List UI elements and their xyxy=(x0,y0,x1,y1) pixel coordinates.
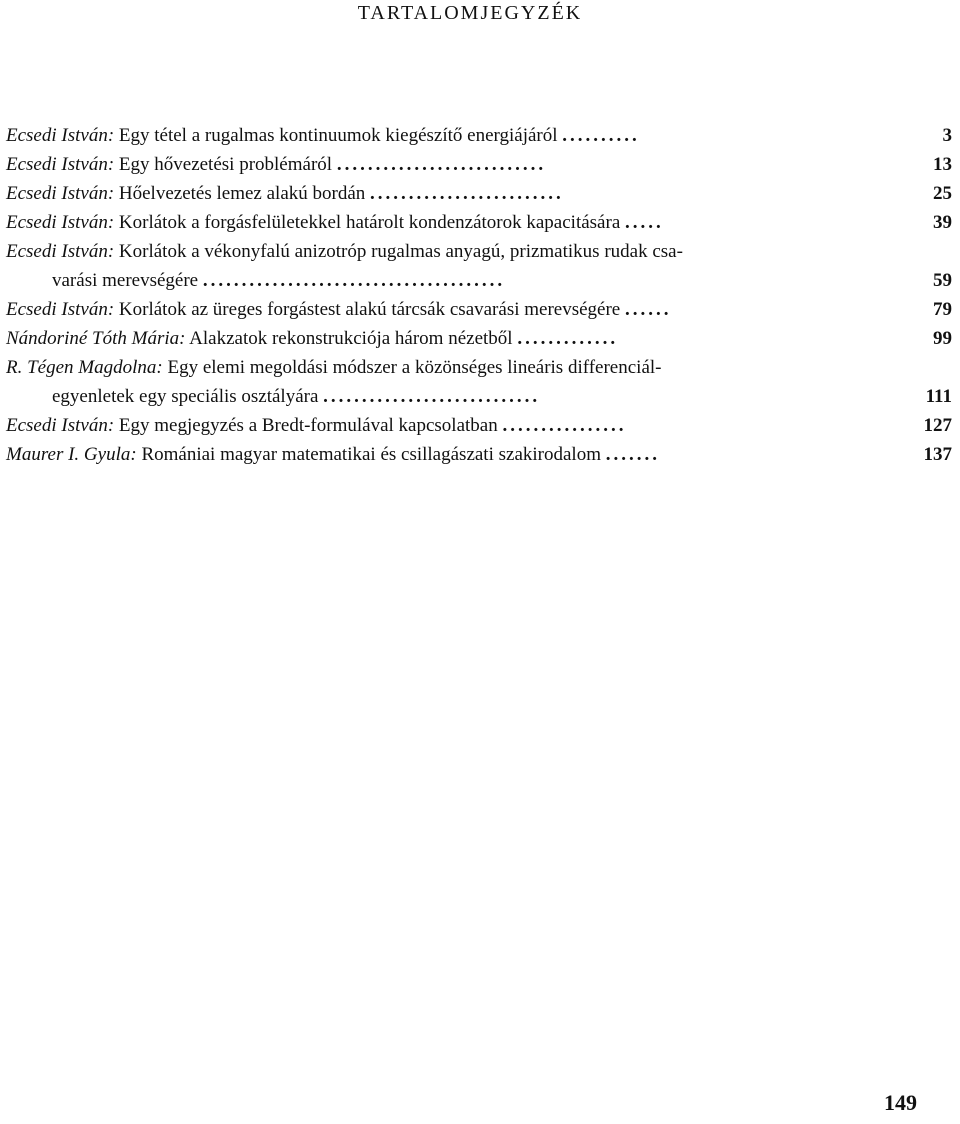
toc-entry xyxy=(6,237,954,295)
entry-author: Ecsedi István: xyxy=(6,299,115,320)
entry-title: Korlátok a forgásfelületekkel határolt kondenzátorok kapacitására xyxy=(118,212,621,233)
entry-title: Romániai magyar matematikai és csillagászati szakirodalom xyxy=(141,444,601,465)
leader-dots: .......... xyxy=(562,125,640,146)
toc-entry xyxy=(6,440,954,469)
entry-author: R. Tégen Magdolna: xyxy=(6,357,163,378)
entry-author: Maurer I. Gyula: xyxy=(6,444,137,465)
toc-entry xyxy=(6,179,954,208)
entry-title: Alakzatok rekonstrukciója három nézetből xyxy=(189,328,513,349)
entry-title: Hőelvezetés lemez alakú bordán xyxy=(118,183,366,204)
entry-author: Ecsedi István: xyxy=(6,154,115,175)
toc-entry xyxy=(6,324,954,353)
entry-page-number: 39 xyxy=(933,212,952,233)
page-number: 149 xyxy=(884,1090,917,1115)
leader-dots: ....... xyxy=(605,444,660,465)
entry-title: Korlátok a vékonyfalú anizotróp rugalmas anyagú, prizmatikus rudak csa- xyxy=(118,241,683,262)
entry-title-continued: varási merevségére xyxy=(52,270,199,291)
entry-author: Ecsedi István: xyxy=(6,125,115,146)
toc-entry xyxy=(6,295,954,324)
entry-author: Ecsedi István: xyxy=(6,183,115,204)
entry-title: Korlátok az üreges forgástest alakú tárcsák csavarási merevségére xyxy=(118,299,621,320)
entry-author: Ecsedi István: xyxy=(6,212,115,233)
entry-page-number: 59 xyxy=(933,270,952,291)
leader-dots: ............................ xyxy=(323,386,541,407)
entry-title: Egy hővezetési problémáról xyxy=(118,154,333,175)
entry-title: Egy megjegyzés a Bredt-formulával kapcsolatban xyxy=(118,415,498,436)
leader-dots: ............. xyxy=(517,328,619,349)
toc-entry xyxy=(6,121,954,150)
entry-title-continued: egyenletek egy speciális osztályára xyxy=(52,386,319,407)
leader-dots: ....................................... xyxy=(202,270,506,291)
entry-title: Egy elemi megoldási módszer a közönséges lineáris differenciál- xyxy=(167,357,662,378)
leader-dots: ...... xyxy=(625,299,672,320)
entry-page-number: 3 xyxy=(942,125,952,146)
toc-entry xyxy=(6,353,954,411)
entry-author: Ecsedi István: xyxy=(6,415,115,436)
leader-dots: ........................... xyxy=(336,154,547,175)
leader-dots: ......................... xyxy=(370,183,564,204)
entry-author: Ecsedi István: xyxy=(6,241,115,262)
leader-dots: ..... xyxy=(625,212,664,233)
toc-entry xyxy=(6,208,954,237)
entry-page-number: 127 xyxy=(923,415,952,436)
entry-page-number: 99 xyxy=(933,328,952,349)
table-of-contents xyxy=(6,121,954,469)
entry-page-number: 111 xyxy=(925,386,952,407)
leader-dots: ................ xyxy=(502,415,627,436)
entry-page-number: 79 xyxy=(933,299,952,320)
entry-author: Nándoriné Tóth Mária: xyxy=(6,328,186,349)
page-title: TARTALOMJEGYZÉK xyxy=(357,2,583,24)
toc-entry xyxy=(6,411,954,440)
toc-entry xyxy=(6,150,954,179)
entry-page-number: 13 xyxy=(933,154,952,175)
entry-page-number: 137 xyxy=(923,444,952,465)
entry-page-number: 25 xyxy=(933,183,952,204)
entry-title: Egy tétel a rugalmas kontinuumok kiegészítő energiájáról xyxy=(118,125,558,146)
